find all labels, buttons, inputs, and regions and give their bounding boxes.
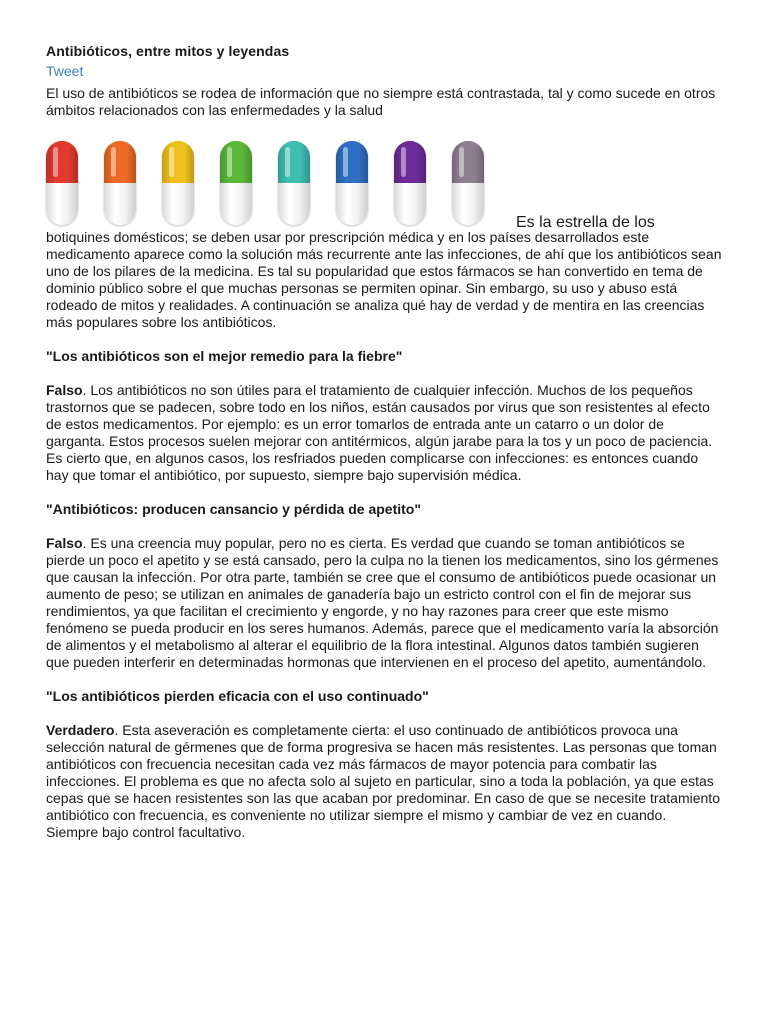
capsule-icon bbox=[278, 141, 310, 225]
verdict-label: Falso bbox=[46, 535, 83, 551]
verdict-label: Verdadero bbox=[46, 722, 115, 738]
capsule-icon bbox=[46, 141, 78, 225]
section-heading-appetite: "Antibióticos: producen cansancio y pérdida de apetito" bbox=[46, 501, 421, 517]
capsule-icon bbox=[452, 141, 484, 225]
image-with-caption bbox=[46, 119, 722, 229]
verdict-label: Falso bbox=[46, 382, 83, 398]
section-text: . Es una creencia muy popular, pero no es cierta. Es verdad que cuando se toman antibióticos se pierde un poco el apetito y se está cansado, pero la culpa no la tienen los medicamentos, sino los gérmenes que causan la infección. Por otra parte, también se cree que el consumo de antibióticos puede ocasionar un aumento de peso; se utilizan en animales de ganadería bajo un estricto control con el fin de mejorar sus rendimientos, ya que facilitan el crecimiento y engorde, y no hay razones para creer que este mismo fenómeno se pueda producir en los seres humanos. Además, parece que el medicamento varía la absorción de alimentos y el metabolismo al alterar el equilibrio de la flora intestinal. Algunos datos también sugieren que pueden interferir en determinadas hormonas que intervienen en el proceso del apetito, aumentándolo. bbox=[46, 535, 719, 670]
capsule-icon bbox=[220, 141, 252, 225]
section-text: . Los antibióticos no son útiles para el tratamiento de cualquier infección. Muchos de los pequeños trastornos que se padecen, sobre todo en los niños, están causados por virus que son resistentes al efecto de estos medicamentos. Por ejemplo: es un error tomarlos de entrada ante un catarro o un dolor de garganta. Estos procesos suelen mejorar con antitérmicos, algún jarabe para la tos y un poco de paciencia. Es cierto que, en algunos casos, los resfriados pueden complicarse con infecciones: es entonces cuando hay que tomar el antibiótico, por supuesto, siempre bajo supervisión médica. bbox=[46, 382, 713, 483]
capsule-icon bbox=[394, 141, 426, 225]
section-body-fever bbox=[46, 382, 722, 484]
article-title: Antibióticos, entre mitos y leyendas bbox=[46, 43, 290, 59]
antibiotic-capsules-image bbox=[46, 141, 498, 229]
image-caption: Es la estrella de los bbox=[516, 214, 655, 231]
intro-body: botiquines domésticos; se deben usar por prescripción médica y en los países desarrollados este medicamento aparece como la solución más recurrente ante las infecciones, de ahí que los antibióticos sean uno de los pilares de la medicina. Es tal su popularidad que estos fármacos se han convertido en tema de dominio público sobre el que muchas personas se permiten opinar. Sin embargo, su uso y abuso está rodeado de mitos y realidades. A continuación se analiza qué hay de verdad y de mentira en las creencias más populares sobre los antibióticos. bbox=[46, 229, 722, 330]
section-text: . Esta aseveración es completamente cierta: el uso continuado de antibióticos provoca una selección natural de gérmenes que de forma progresiva se hacen más resistentes. Las personas que toman antibióticos con frecuencia necesitan cada vez más fármacos de mayor potencia para combatir las infecciones. El problema es que no afecta solo al sujeto en particular, sino a toda la población, ya que estas cepas que se hacen resistentes son las que acaban por predominar. En caso de que se necesite tratamiento antibiótico con frecuencia, es conveniente no utilizar siempre el mismo y cambiar de vez en cuando. Siempre bajo control facultativo. bbox=[46, 722, 720, 840]
section-body-appetite bbox=[46, 535, 722, 671]
capsule-icon bbox=[336, 141, 368, 225]
article-intro: El uso de antibióticos se rodea de información que no siempre está contrastada, tal y como sucede en otros ámbitos relacionados con las enfermedades y la salud bbox=[46, 85, 716, 118]
capsule-icon bbox=[104, 141, 136, 225]
section-heading-efficacy: "Los antibióticos pierden eficacia con el uso continuado" bbox=[46, 688, 429, 704]
section-heading-fever: "Los antibióticos son el mejor remedio para la fiebre" bbox=[46, 348, 403, 364]
capsule-icon bbox=[162, 141, 194, 225]
tweet-link[interactable]: Tweet bbox=[46, 63, 84, 79]
section-body-efficacy bbox=[46, 722, 722, 841]
